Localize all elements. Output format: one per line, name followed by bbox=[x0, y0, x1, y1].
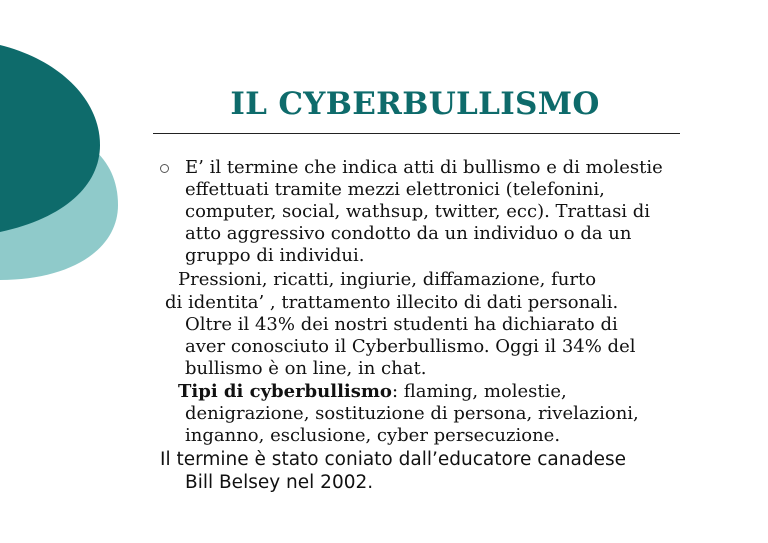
bullet-line-1: E’ il termine che indica atti di bullismo e di molestie bbox=[185, 157, 663, 178]
circle-bullet-icon bbox=[160, 164, 169, 173]
bullet-line-4: atto aggressivo condotto da un individuo o da un bbox=[185, 223, 632, 244]
types-label: Tipi di cyberbullismo bbox=[178, 381, 392, 402]
bullet-line-5: gruppo di individui. bbox=[185, 245, 365, 266]
title-divider bbox=[153, 133, 680, 134]
stats-line-1: Oltre il 43% dei nostri studenti ha dichiarato di bbox=[185, 314, 618, 335]
types-line-3: inganno, esclusione, cyber persecuzione. bbox=[185, 425, 561, 446]
stats-line-3: bullismo è on line, in chat. bbox=[185, 358, 427, 379]
bullet-line-2: effettuati tramite mezzi elettronici (telefonini, bbox=[185, 179, 605, 200]
types-line-1 bbox=[178, 381, 567, 403]
pressure-line-1: Pressioni, ricatti, ingiurie, diffamazione, furto bbox=[178, 269, 597, 290]
types-line-2: denigrazione, sostituzione di persona, rivelazioni, bbox=[185, 403, 639, 424]
origin-line-1: Il termine è stato coniato dall’educatore canadese bbox=[160, 449, 626, 470]
origin-line-2: Bill Belsey nel 2002. bbox=[185, 472, 374, 493]
slide-title: IL CYBERBULLISMO bbox=[230, 86, 600, 122]
types-first-text: : flaming, molestie, bbox=[391, 381, 567, 402]
pressure-line-2: di identita’ , trattamento illecito di dati personali. bbox=[165, 292, 619, 313]
decorative-shapes bbox=[0, 0, 130, 300]
stats-line-2: aver conosciuto il Cyberbullismo. Oggi il 34% del bbox=[185, 336, 636, 357]
bullet-line-3: computer, social, wathsup, twitter, ecc). Trattasi di bbox=[185, 201, 651, 222]
